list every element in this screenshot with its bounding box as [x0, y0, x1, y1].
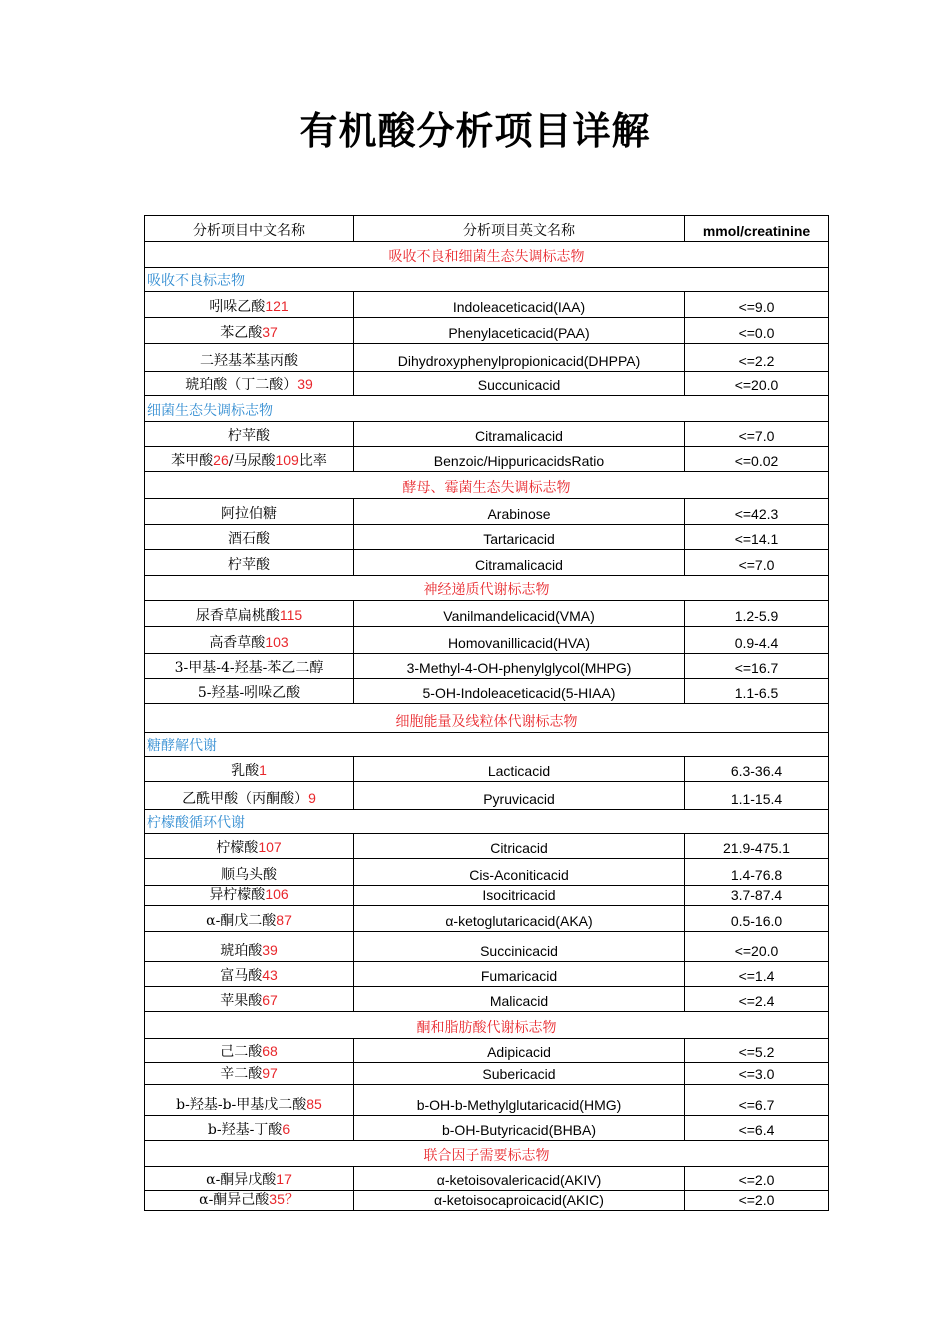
chinese-name-cell — [145, 679, 354, 704]
analysis-table — [144, 215, 829, 1211]
chinese-name: α-酮异己酸 — [199, 1192, 270, 1208]
english-name-cell: Fumaricacid — [354, 962, 685, 987]
table-header-row — [145, 216, 829, 242]
chinese-name: 顺乌头酸 — [221, 867, 277, 883]
table-row — [145, 1116, 829, 1141]
english-name-cell: b-OH-Butyricacid(BHBA) — [354, 1116, 685, 1141]
chinese-name: 苯乙酸 — [220, 325, 263, 341]
reference-range-cell: 1.4-76.8 — [685, 859, 829, 886]
chinese-name: 乳酸 — [231, 763, 260, 779]
table-row — [145, 906, 829, 932]
chinese-name: 酒石酸 — [228, 531, 270, 547]
chinese-name: 阿拉伯糖 — [221, 506, 277, 522]
compound-number: 107 — [258, 839, 282, 855]
subsection-title: 吸收不良标志物 — [145, 268, 829, 292]
header-english-name: 分析项目英文名称 — [354, 216, 685, 242]
chinese-name-cell — [145, 1116, 354, 1141]
english-name-cell: α-ketoglutaricacid(AKA) — [354, 906, 685, 932]
reference-range-cell: <=3.0 — [685, 1063, 829, 1085]
reference-range-cell: <=9.0 — [685, 292, 829, 318]
chinese-name: 富马酸 — [220, 968, 263, 984]
english-name-cell: Citramalicacid — [354, 550, 685, 576]
compound-number: 109 — [275, 452, 299, 468]
section-title: 联合因子需要标志物 — [145, 1141, 829, 1167]
reference-range-cell: <=16.7 — [685, 654, 829, 679]
subsection-title: 柠檬酸循环代谢 — [145, 810, 829, 834]
table-row — [145, 1191, 829, 1211]
chinese-name-cell — [145, 447, 354, 472]
chinese-name-cell — [145, 1191, 354, 1211]
reference-range-cell: 0.5-16.0 — [685, 906, 829, 932]
english-name-cell: Dihydroxyphenylpropionicacid(DHPPA) — [354, 344, 685, 372]
table-row — [145, 932, 829, 962]
chinese-name-cell — [145, 1167, 354, 1191]
reference-range-cell: 3.7-87.4 — [685, 886, 829, 906]
compound-number: 26 — [213, 452, 229, 468]
chinese-name: 柠苹酸 — [228, 428, 270, 444]
table-row — [145, 550, 829, 576]
table-row — [145, 627, 829, 654]
reference-range-cell: 21.9-475.1 — [685, 834, 829, 859]
chinese-name: 柠苹酸 — [228, 557, 270, 573]
chinese-name: 5-羟基-吲哚乙酸 — [197, 685, 301, 701]
compound-number: 103 — [265, 634, 289, 650]
reference-range-cell: <=2.0 — [685, 1167, 829, 1191]
chinese-name: b-羟基-丁酸 — [207, 1122, 283, 1138]
english-name-cell: Citramalicacid — [354, 422, 685, 447]
chinese-name-cell — [145, 757, 354, 782]
reference-range-cell: <=6.4 — [685, 1116, 829, 1141]
chinese-name-cell — [145, 292, 354, 318]
table-row — [145, 1085, 829, 1116]
compound-number: 67 — [262, 992, 278, 1008]
english-name-cell: Isocitricacid — [354, 886, 685, 906]
chinese-name-cell — [145, 782, 354, 810]
header-unit: mmol/creatinine — [685, 216, 829, 242]
section-title: 吸收不良和细菌生态失调标志物 — [145, 242, 829, 268]
english-name-cell: Phenylaceticacid(PAA) — [354, 318, 685, 344]
section-title: 酮和脂肪酸代谢标志物 — [145, 1012, 829, 1039]
chinese-name: 苯甲酸 — [171, 453, 214, 469]
english-name-cell: 5-OH-Indoleaceticacid(5-HIAA) — [354, 679, 685, 704]
reference-range-cell: <=0.0 — [685, 318, 829, 344]
chinese-name-cell — [145, 654, 354, 679]
english-name-cell: Citricacid — [354, 834, 685, 859]
english-name-cell: Succinicacid — [354, 932, 685, 962]
reference-range-cell: 0.9-4.4 — [685, 627, 829, 654]
chinese-name-cell — [145, 932, 354, 962]
reference-range-cell: <=20.0 — [685, 372, 829, 396]
reference-range-cell: <=0.02 — [685, 447, 829, 472]
english-name-cell: α-ketoisocaproicacid(AKIC) — [354, 1191, 685, 1211]
table-row — [145, 782, 829, 810]
subsection-title: 糖酵解代谢 — [145, 733, 829, 757]
table-row — [145, 962, 829, 987]
table-row — [145, 601, 829, 627]
table-row — [145, 292, 829, 318]
english-name-cell: b-OH-b-Methylglutaricacid(HMG) — [354, 1085, 685, 1116]
table-row — [145, 1039, 829, 1063]
reference-range-cell: <=7.0 — [685, 550, 829, 576]
section-title: 神经递质代谢标志物 — [145, 576, 829, 601]
english-name-cell: Subericacid — [354, 1063, 685, 1085]
chinese-name: 3-甲基-4-羟基-苯乙二醇 — [174, 660, 324, 676]
page-title: 有机酸分析项目详解 — [299, 109, 651, 153]
table-row — [145, 859, 829, 886]
chinese-name: α-酮戊二酸 — [206, 913, 277, 929]
section-row — [145, 576, 829, 601]
table-row — [145, 422, 829, 447]
chinese-name-cell — [145, 1039, 354, 1063]
english-name-cell: Malicacid — [354, 987, 685, 1012]
table-row — [145, 344, 829, 372]
chinese-name-cell — [145, 886, 354, 906]
chinese-name: b-羟基-b-甲基戊二酸 — [176, 1097, 307, 1113]
chinese-name-cell — [145, 499, 354, 525]
compound-number: 6 — [282, 1121, 291, 1137]
section-row — [145, 704, 829, 733]
compound-number: 85 — [306, 1096, 322, 1112]
table-row — [145, 757, 829, 782]
compound-number: 121 — [265, 298, 289, 314]
compound-number: 87 — [276, 912, 292, 928]
compound-number: 68 — [262, 1043, 278, 1059]
chinese-name: 异柠檬酸 — [209, 887, 266, 903]
table-row — [145, 834, 829, 859]
chinese-name: 高香草酸 — [209, 635, 266, 651]
compound-number: 97 — [262, 1065, 278, 1081]
chinese-name: 二羟基苯基丙酸 — [200, 353, 298, 369]
table-row — [145, 1063, 829, 1085]
table-row — [145, 654, 829, 679]
table-row — [145, 1167, 829, 1191]
chinese-name-cell — [145, 422, 354, 447]
chinese-name: 辛二酸 — [220, 1066, 263, 1082]
english-name-cell: Arabinose — [354, 499, 685, 525]
chinese-name-cell — [145, 1063, 354, 1085]
chinese-name-cell — [145, 525, 354, 550]
reference-range-cell: <=2.2 — [685, 344, 829, 372]
subsection-row — [145, 810, 829, 834]
section-row — [145, 1141, 829, 1167]
chinese-name: 琥珀酸（丁二酸） — [185, 377, 298, 393]
english-name-cell: α-ketoisovalericacid(AKIV) — [354, 1167, 685, 1191]
table-row — [145, 987, 829, 1012]
reference-range-cell: <=42.3 — [685, 499, 829, 525]
table-row — [145, 447, 829, 472]
english-name-cell: Cis-Aconiticacid — [354, 859, 685, 886]
english-name-cell: Homovanillicacid(HVA) — [354, 627, 685, 654]
subsection-row — [145, 268, 829, 292]
english-name-cell: Indoleaceticacid(IAA) — [354, 292, 685, 318]
compound-number: 106 — [265, 886, 289, 902]
compound-number: 39 — [297, 376, 313, 392]
reference-range-cell: <=2.4 — [685, 987, 829, 1012]
chinese-name: 苹果酸 — [220, 993, 263, 1009]
chinese-name-cell — [145, 344, 354, 372]
chinese-name-cell — [145, 550, 354, 576]
chinese-name: 琥珀酸 — [220, 943, 263, 959]
section-row — [145, 472, 829, 499]
compound-number: 17 — [276, 1171, 292, 1187]
chinese-name-cell — [145, 987, 354, 1012]
english-name-cell: Pyruvicacid — [354, 782, 685, 810]
section-title: 细胞能量及线粒体代谢标志物 — [145, 704, 829, 733]
table-row — [145, 886, 829, 906]
compound-number: 115 — [279, 607, 303, 623]
english-name-cell: 3-Methyl-4-OH-phenylglycol(MHPG) — [354, 654, 685, 679]
chinese-name: α-酮异戊酸 — [206, 1172, 277, 1188]
section-title: 酵母、霉菌生态失调标志物 — [145, 472, 829, 499]
chinese-name-cell — [145, 372, 354, 396]
compound-number: 37 — [262, 324, 278, 340]
section-row — [145, 242, 829, 268]
table-row — [145, 525, 829, 550]
compound-number: 1 — [259, 762, 267, 778]
reference-range-cell: <=7.0 — [685, 422, 829, 447]
table-body — [145, 216, 829, 1211]
chinese-name-cell — [145, 318, 354, 344]
english-name-cell: Vanilmandelicacid(VMA) — [354, 601, 685, 627]
chinese-name: 尿香草扁桃酸 — [195, 608, 280, 624]
chinese-name: 己二酸 — [220, 1044, 263, 1060]
chinese-name-cell — [145, 834, 354, 859]
chinese-name: 柠檬酸 — [216, 840, 259, 856]
subsection-row — [145, 733, 829, 757]
reference-range-cell: <=5.2 — [685, 1039, 829, 1063]
chinese-name-cell — [145, 627, 354, 654]
reference-range-cell: <=2.0 — [685, 1191, 829, 1211]
chinese-name-cell — [145, 906, 354, 932]
table-row — [145, 679, 829, 704]
reference-range-cell: 1.2-5.9 — [685, 601, 829, 627]
chinese-name-cell — [145, 859, 354, 886]
reference-range-cell: 6.3-36.4 — [685, 757, 829, 782]
reference-range-cell: 1.1-6.5 — [685, 679, 829, 704]
compound-number: 9 — [308, 790, 316, 806]
chinese-name-tail: 比率 — [298, 453, 327, 469]
reference-range-cell: <=6.7 — [685, 1085, 829, 1116]
chinese-name-cell — [145, 962, 354, 987]
chinese-name-cell — [145, 601, 354, 627]
table-row — [145, 318, 829, 344]
header-chinese-name: 分析项目中文名称 — [145, 216, 354, 242]
subsection-title: 细菌生态失调标志物 — [145, 396, 829, 422]
table-row — [145, 499, 829, 525]
reference-range-cell: <=20.0 — [685, 932, 829, 962]
chinese-name-mid: /马尿酸 — [228, 453, 276, 469]
compound-number: 39 — [262, 942, 278, 958]
english-name-cell: Benzoic/HippuricacidsRatio — [354, 447, 685, 472]
chinese-name: 乙酰甲酸（丙酮酸） — [182, 791, 309, 807]
reference-range-cell: 1.1-15.4 — [685, 782, 829, 810]
table-row — [145, 372, 829, 396]
section-row — [145, 1012, 829, 1039]
english-name-cell: Adipicacid — [354, 1039, 685, 1063]
reference-range-cell: <=1.4 — [685, 962, 829, 987]
compound-number: 35？ — [269, 1191, 299, 1207]
english-name-cell: Tartaricacid — [354, 525, 685, 550]
compound-number: 43 — [262, 967, 278, 983]
chinese-name-cell — [145, 1085, 354, 1116]
chinese-name: 吲哚乙酸 — [209, 299, 266, 315]
english-name-cell: Lacticacid — [354, 757, 685, 782]
english-name-cell: Succunicacid — [354, 372, 685, 396]
reference-range-cell: <=14.1 — [685, 525, 829, 550]
subsection-row — [145, 396, 829, 422]
